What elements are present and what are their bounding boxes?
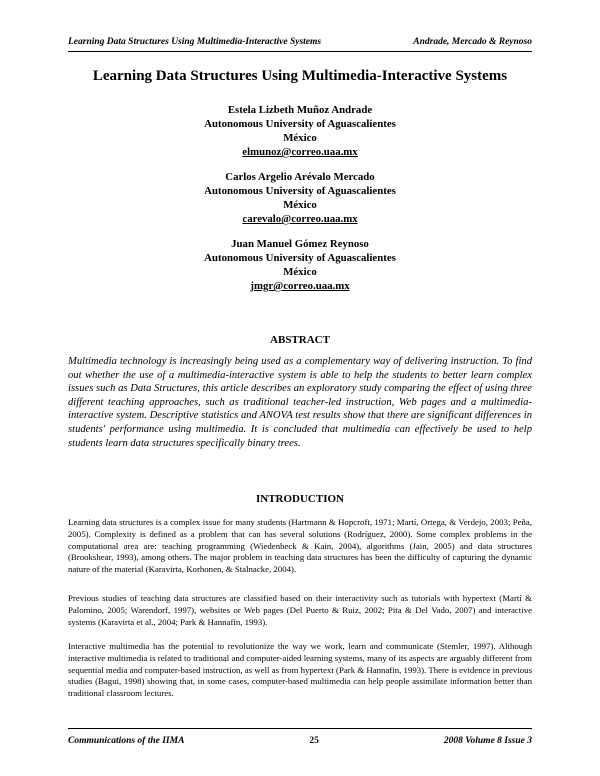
author-country: México bbox=[283, 132, 317, 144]
introduction-heading: INTRODUCTION bbox=[255, 493, 344, 505]
author-country: México bbox=[283, 266, 317, 278]
footer-issue: 2008 Volume 8 Issue 3 bbox=[443, 736, 532, 746]
author-name: Estela Lizbeth Muñoz Andrade bbox=[227, 104, 373, 116]
page-number: 25 bbox=[309, 736, 319, 746]
running-header bbox=[68, 37, 532, 47]
author-affiliation: Autonomous University of Aguascalientes bbox=[204, 118, 396, 130]
author-country: México bbox=[283, 199, 317, 211]
running-header-title: Learning Data Structures Using Multimedia-Interactive Systems bbox=[68, 37, 322, 47]
author-email-link[interactable]: carevalo@correo.uaa.mx bbox=[242, 213, 358, 225]
footer-journal: Communications of the IIMA bbox=[68, 736, 185, 746]
author-name: Juan Manuel Gómez Reynoso bbox=[231, 238, 369, 250]
paper-title: Learning Data Structures Using Multimedia-Interactive Systems bbox=[92, 68, 508, 84]
running-header-authors: Andrade, Mercado & Reynoso bbox=[413, 37, 532, 47]
author-name: Carlos Argelio Arévalo Mercado bbox=[225, 171, 375, 183]
author-email-link[interactable]: elmunoz@correo.uaa.mx bbox=[242, 146, 358, 158]
intro-paragraph: Learning data structures is a complex issue for many students (Hartmann & Hopcroft, 1971; Martí, Ortega, & Verdejo, 2003; Peña, 2005). Complexity is defined as a problem that can has several solutions (Rodríguez, 2000). Some complex problems in the computational area are: teaching programming (Wiedenbeck & Kain, 2004), algorithms (Jain, 2005) and data structures (Brookshear, 1993), among others. The major problem in teaching data structures has been the difficulty of capturing the dynamic nature of the material (Karavirta, Korhonen, & Stalnacke, 2004). bbox=[68, 517, 532, 575]
page-footer bbox=[68, 736, 532, 746]
header-rule bbox=[68, 51, 532, 52]
author-affiliation: Autonomous University of Aguascalientes bbox=[204, 252, 396, 264]
author-block bbox=[100, 237, 500, 293]
abstract-text: Multimedia technology is increasingly being used as a complementary way of delivering instruction. To find out whether the use of a multimedia-interactive system is able to help the students to better learn complex issues such as Data Structures, this article describes an exploratory study comparing the effect of using three different teaching approaches, such as traditional teacher-led instruction, Web pages and a multimedia-interactive system. Descriptive statistics and ANOVA test results show that there are significant differences in students' performance using multimedia. It is concluded that multimedia can effectively be used to help students learn data structures specifically binary trees. bbox=[68, 356, 532, 449]
abstract-heading: ABSTRACT bbox=[270, 334, 330, 346]
author-block bbox=[100, 170, 500, 226]
footer-rule bbox=[68, 728, 532, 729]
author-email-link[interactable]: jmgr@correo.uaa.mx bbox=[250, 280, 350, 292]
intro-paragraph: Interactive multimedia has the potential to revolutionize the way we work, learn and communicate (Stemler, 1997). Although interactive multimedia is related to traditional and computer-aided learning systems, many of its aspects are arguably different from sequential media and computer-based instruction, as well as from hypertext (Park & Hannafin, 1993). There is evidence in previous studies (Bagui, 1998) showing that, in some cases, computer-based multimedia can help people assimilate information better than traditional classroom lectures. bbox=[68, 641, 532, 699]
author-affiliation: Autonomous University of Aguascalientes bbox=[204, 185, 396, 197]
intro-paragraph: Previous studies of teaching data structures are classified based on their interactivity such as tutorials with hypertext (Martí & Palomino, 2005; Warendorf, 1997), websites or Web pages (Del Puerto & Ruiz, 2002; Pita & Del Vado, 2007) and interactive systems (Karavirta et al., 2004; Park & Hannafin, 1993). bbox=[68, 593, 532, 627]
author-block bbox=[100, 103, 500, 159]
